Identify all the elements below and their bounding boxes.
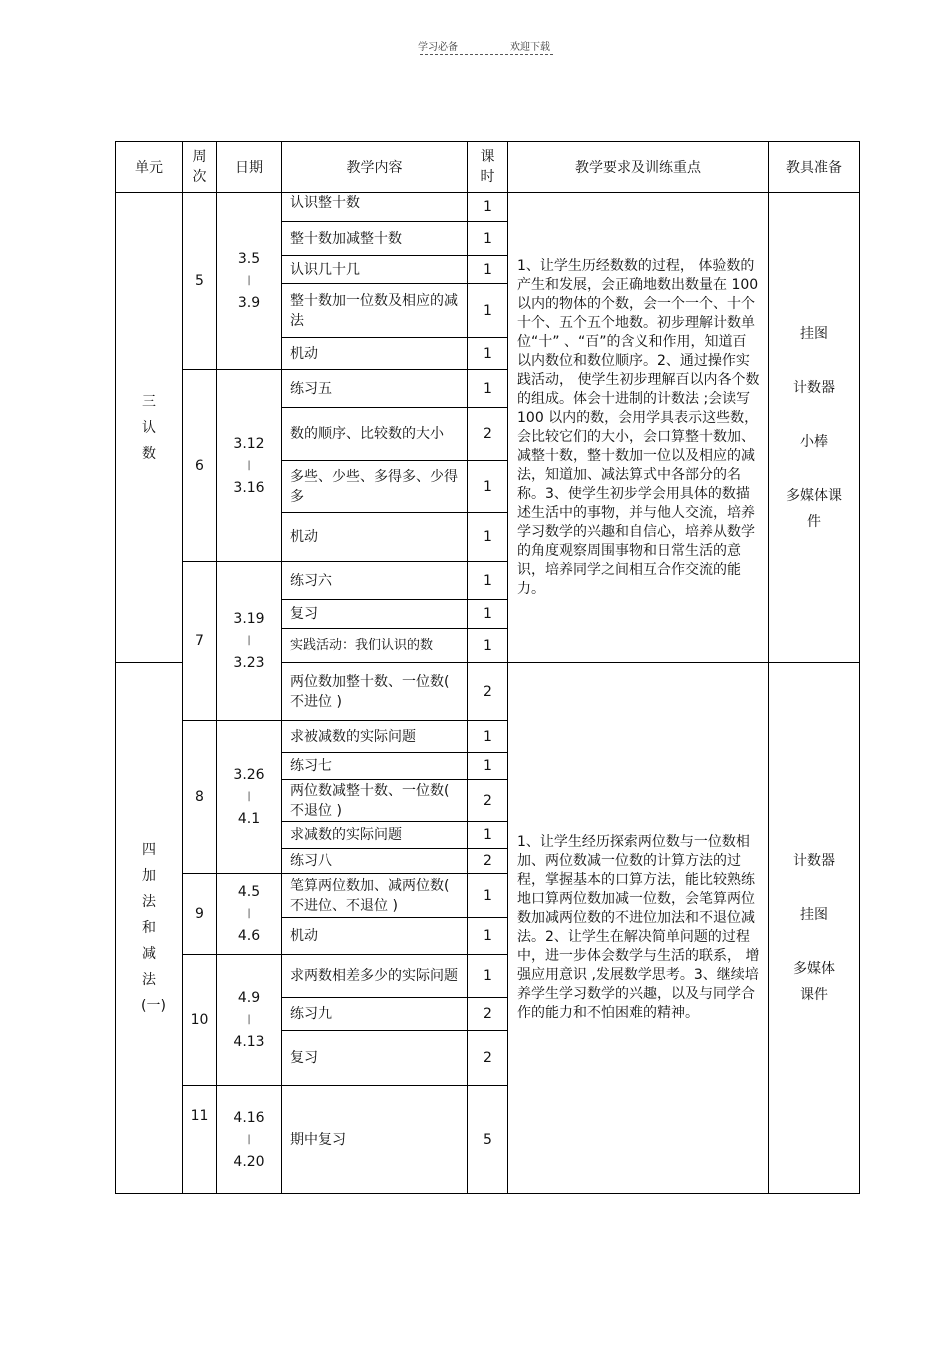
lesson-hours: 1: [468, 256, 508, 284]
col-header-date: 日期: [217, 142, 282, 193]
date-cell: [217, 721, 282, 874]
unit-cell-4: [116, 663, 183, 1194]
date-separator: |: [247, 908, 251, 919]
tool-item: 件: [807, 513, 821, 530]
lesson-content: 复习: [282, 1031, 468, 1086]
date-end: 4.13: [233, 1034, 265, 1050]
date-separator: |: [247, 1133, 251, 1145]
lesson-hours: 5: [468, 1086, 508, 1194]
date-start: 3.12: [233, 435, 265, 452]
lesson-content: 练习九: [282, 998, 468, 1031]
date-start: 3.5: [237, 251, 261, 267]
lesson-content: 机动: [282, 513, 468, 562]
lesson-content: 整十数加减整十数: [282, 222, 468, 256]
lesson-content: 笔算两位数加、减两位数( 不进位、不退位 ): [282, 874, 468, 918]
date-separator: |: [247, 791, 251, 802]
header-right-text: 欢迎下载: [510, 42, 550, 53]
header-left-text: 学习必备: [418, 42, 458, 53]
date-separator: |: [247, 459, 251, 471]
lesson-content: 练习七: [282, 753, 468, 780]
lesson-hours: 1: [468, 955, 508, 998]
lesson-hours: 1: [468, 753, 508, 780]
week-cell: 6: [183, 370, 217, 562]
tools-cell: [769, 193, 860, 663]
lesson-content: 整十数加一位数及相应的减法: [282, 284, 468, 338]
date-end: 3.16: [233, 479, 265, 496]
date-start: 3.19: [233, 611, 265, 627]
date-cell: [217, 370, 282, 562]
tool-item: 多媒体课: [786, 487, 842, 504]
week-cell: 10: [183, 955, 217, 1086]
col-header-requirements: 教学要求及训练重点: [508, 142, 769, 193]
week-cell: 5: [183, 193, 217, 370]
unit-label: 四加法和减法(一): [141, 842, 166, 1014]
lesson-hours: 1: [468, 562, 508, 600]
lesson-content: 认识几十几: [282, 256, 468, 284]
lesson-content: 求被减数的实际问题: [282, 721, 468, 753]
lesson-content: 两位数加整十数、一位数( 不进位 ): [282, 663, 468, 721]
date-start: 4.9: [237, 990, 261, 1006]
unit-cell-3: [116, 193, 183, 663]
date-cell: [217, 193, 282, 370]
tool-item: 挂图: [800, 325, 828, 342]
tool-item: 小棒: [800, 433, 828, 450]
table-row: [116, 193, 860, 222]
tool-item: 计数器: [793, 853, 835, 869]
date-end: 4.6: [237, 928, 261, 944]
date-start: 4.16: [233, 1109, 265, 1126]
date-separator: |: [247, 635, 251, 646]
lesson-hours: 2: [468, 780, 508, 822]
lesson-content: 练习五: [282, 370, 468, 408]
lesson-hours: 1: [468, 193, 508, 222]
date-cell: [217, 874, 282, 955]
lesson-hours: 1: [468, 222, 508, 256]
tools-cell: [769, 663, 860, 1194]
date-start: 4.5: [237, 884, 261, 900]
date-start: 3.26: [233, 767, 265, 783]
lesson-content: 机动: [282, 918, 468, 955]
date-end: 3.23: [233, 655, 265, 671]
lesson-hours: 1: [468, 629, 508, 663]
lesson-hours: 2: [468, 1031, 508, 1086]
lesson-hours: 2: [468, 998, 508, 1031]
date-cell: [217, 955, 282, 1086]
date-end: 4.1: [237, 811, 261, 827]
lesson-hours: 1: [468, 338, 508, 370]
unit-label: 三认数: [142, 393, 156, 462]
lesson-hours: 1: [468, 600, 508, 629]
col-header-hours: 课时: [468, 142, 508, 193]
lesson-hours: 2: [468, 663, 508, 721]
lesson-content: 数的顺序、比较数的大小: [282, 408, 468, 461]
tool-item: 计数器: [793, 379, 835, 396]
requirements-cell: 1、让学生历经数数的过程， 体验数的产生和发展，会正确地数出数量在 100 以内的物体的个数，会一个一个、十个十个、五个五个地数。初步理解计数单位“十” 、“百”的含义和作用，知道百以内数位和数位顺序。2、通过操作实践活动， 使学生初步理解百以内各个数的组成。体会十进制的计数法 ;会读写 100 以内的数，会用学具表示这些数，会比较它们的大小，会口算整十数加、减整十数，整十数加一位以及相应的减法，知道加、减法算式中各部分的名称。3、使学生初步学会用具体的数描述生活中的事物，并与他人交流，培养学习数学的兴趣和自信心，培养从数学的角度观察周围事物和日常生活的意识，培养同学之间相互合作交流的能力。: [508, 193, 769, 663]
date-end: 4.20: [233, 1153, 265, 1170]
lesson-content: 实践活动：我们认识的数: [282, 629, 468, 663]
date-end: 3.9: [237, 295, 261, 311]
lesson-content: 期中复习: [282, 1086, 468, 1194]
col-header-content: 教学内容: [282, 142, 468, 193]
lesson-content: 练习六: [282, 562, 468, 600]
lesson-content: 多些、少些、多得多、少得多: [282, 461, 468, 513]
lesson-hours: 1: [468, 461, 508, 513]
date-cell: [217, 562, 282, 721]
lesson-hours: 1: [468, 513, 508, 562]
lesson-hours: 1: [468, 284, 508, 338]
lesson-hours: 1: [468, 822, 508, 849]
date-separator: |: [247, 275, 251, 286]
lesson-content: 求减数的实际问题: [282, 822, 468, 849]
teaching-schedule-table: [115, 141, 860, 1194]
lesson-content: 求两数相差多少的实际问题: [282, 955, 468, 998]
tool-item: 挂图: [800, 907, 828, 923]
lesson-content: 复习: [282, 600, 468, 629]
lesson-content: 机动: [282, 338, 468, 370]
lesson-content: 认识整十数: [282, 193, 468, 222]
lesson-hours: 2: [468, 408, 508, 461]
tool-item: 课件: [800, 987, 828, 1003]
col-header-week: 周次: [183, 142, 217, 193]
lesson-hours: 1: [468, 918, 508, 955]
header-divider: [420, 54, 553, 55]
col-header-unit: 单元: [116, 142, 183, 193]
date-cell: [217, 1086, 282, 1194]
lesson-hours: 2: [468, 849, 508, 874]
lesson-content: 练习八: [282, 849, 468, 874]
week-cell: 11: [183, 1086, 217, 1194]
lesson-hours: 1: [468, 721, 508, 753]
col-header-tools: 教具准备: [769, 142, 860, 193]
requirements-cell: 1、让学生经历探索两位数与一位数相加、两位数减一位数的计算方法的过程，掌握基本的口算方法，能比较熟练地口算两位数加减一位数，会笔算两位数加减两位数的不进位加法和不退位减法。2、让学生在解决简单问题的过程中，进一步体会数学与生活的联系， 增强应用意识 ,发展数学思考。3、继续培养学生学习数学的兴趣，以及与同学合作的能力和不怕困难的精神。: [508, 663, 769, 1194]
week-cell: 7: [183, 562, 217, 721]
date-separator: |: [247, 1014, 251, 1025]
week-cell: 9: [183, 874, 217, 955]
tool-item: 多媒体: [793, 961, 835, 977]
lesson-hours: 1: [468, 370, 508, 408]
lesson-hours: 1: [468, 874, 508, 918]
lesson-content: 两位数减整十数、一位数( 不退位 ): [282, 780, 468, 822]
table-header-row: [116, 142, 860, 193]
week-cell: 8: [183, 721, 217, 874]
